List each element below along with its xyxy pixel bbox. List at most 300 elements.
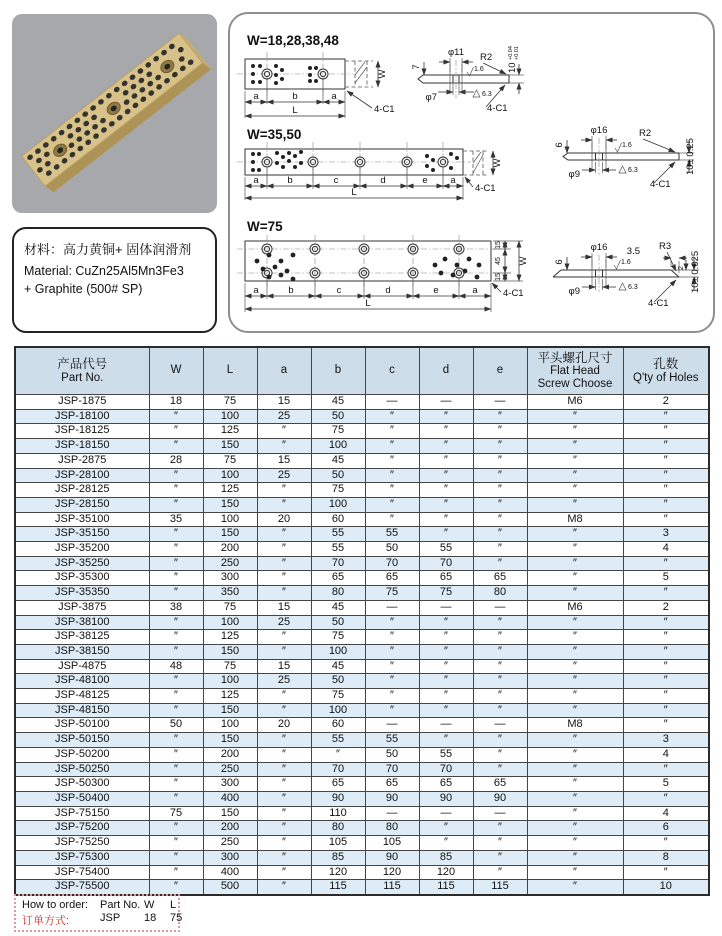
dim-label-W: W (492, 158, 503, 168)
table-cell: 85 (311, 850, 365, 865)
radius-label: R2 (639, 128, 652, 139)
col-header-c: c (365, 347, 419, 395)
table-row (15, 483, 709, 498)
table-cell: 150 (203, 439, 257, 454)
table-cell: ″ (527, 571, 623, 586)
table-row (15, 806, 709, 821)
table-cell: 150 (203, 497, 257, 512)
table-cell: 45 (311, 600, 365, 615)
table-cell: ″ (527, 644, 623, 659)
drawing1-title: W=18,28,38,48 (247, 33, 339, 48)
table-cell: 50 (311, 674, 365, 689)
table-row (15, 542, 709, 557)
table-cell: 65 (365, 571, 419, 586)
table-cell: ″ (473, 453, 527, 468)
roughness-top: 1.6 (474, 66, 484, 73)
table-cell: 55 (365, 733, 419, 748)
material-line-en2: + Graphite (500# SP) (24, 282, 143, 297)
chamfer-label-section: 4-C1 (487, 103, 508, 114)
table-cell: ″ (257, 497, 311, 512)
table-cell: 90 (365, 791, 419, 806)
drawing-w18-48 (237, 33, 524, 118)
dia-label-top: φ11 (447, 47, 465, 58)
table-cell: M6 (527, 395, 623, 410)
table-cell: JSP-4875 (15, 659, 149, 674)
product-photo-render (12, 14, 217, 213)
table-cell: ″ (527, 880, 623, 895)
table-cell: 75 (203, 453, 257, 468)
table-cell: ″ (365, 497, 419, 512)
table-cell: ″ (257, 644, 311, 659)
table-cell: 115 (311, 880, 365, 895)
table-cell: 80 (311, 586, 365, 601)
table-cell: ″ (473, 836, 527, 851)
table-cell: 20 (257, 512, 311, 527)
table-cell: ″ (257, 880, 311, 895)
table-cell: 55 (311, 733, 365, 748)
table-cell: ″ (365, 483, 419, 498)
table-cell: ″ (473, 644, 527, 659)
table-cell: — (473, 600, 527, 615)
table-cell: ″ (473, 762, 527, 777)
table-cell: ″ (365, 615, 419, 630)
drawing3-plan (237, 235, 529, 312)
table-cell: ″ (257, 850, 311, 865)
table-row (15, 630, 709, 645)
table-cell: JSP-35350 (15, 586, 149, 601)
table-cell: 28 (149, 453, 203, 468)
table-cell: JSP-75300 (15, 850, 149, 865)
col-header-d: d (419, 347, 473, 395)
table-cell: ″ (623, 512, 709, 527)
table-cell: 200 (203, 542, 257, 557)
table-cell: 60 (311, 512, 365, 527)
table-cell: JSP-2875 (15, 453, 149, 468)
table-row (15, 747, 709, 762)
table-cell: 15 (257, 659, 311, 674)
dia-label-bottom: φ9 (568, 169, 580, 180)
table-cell: ″ (365, 439, 419, 454)
thickness-label: 10 (507, 62, 518, 73)
table-cell: ″ (149, 586, 203, 601)
table-cell: 200 (203, 747, 257, 762)
table-cell: ″ (527, 630, 623, 645)
table-cell: ″ (149, 733, 203, 748)
table-cell: 5 (623, 777, 709, 792)
table-cell: ″ (623, 762, 709, 777)
table-cell: ″ (527, 689, 623, 704)
table-cell: 75 (203, 659, 257, 674)
table-row (15, 733, 709, 748)
dim-label-b: b (287, 175, 293, 186)
dim-label-W: W (518, 256, 529, 266)
table-cell: ″ (623, 424, 709, 439)
table-cell: 80 (365, 821, 419, 836)
table-cell: ″ (623, 409, 709, 424)
table-cell: ″ (623, 674, 709, 689)
table-cell: — (419, 600, 473, 615)
table-cell: ″ (473, 483, 527, 498)
table-cell: 75 (365, 586, 419, 601)
radius-label: R3 (659, 241, 672, 252)
dim-label-c: c (336, 285, 342, 296)
table-cell: ″ (623, 497, 709, 512)
table-cell: — (365, 806, 419, 821)
table-row (15, 527, 709, 542)
table-cell: JSP-75250 (15, 836, 149, 851)
table-cell: ″ (527, 586, 623, 601)
table-cell: ″ (365, 409, 419, 424)
table-cell: JSP-50150 (15, 733, 149, 748)
table-cell: ″ (257, 483, 311, 498)
col-header-l: L (203, 347, 257, 395)
table-cell: ″ (527, 439, 623, 454)
table-cell: 2 (623, 600, 709, 615)
chamfer-35-label: 3.5 (626, 246, 640, 257)
table-cell: ″ (473, 439, 527, 454)
table-cell: ″ (623, 718, 709, 733)
dim-label-d: d (380, 175, 386, 186)
dim-label-c: c (333, 175, 339, 186)
table-cell: JSP-35300 (15, 571, 149, 586)
table-cell: — (473, 718, 527, 733)
col-header-e: e (473, 347, 527, 395)
table-cell: ″ (527, 777, 623, 792)
table-cell: ″ (623, 630, 709, 645)
table-cell: 65 (365, 777, 419, 792)
table-cell: JSP-50100 (15, 718, 149, 733)
table-cell: JSP-18100 (15, 409, 149, 424)
table-cell: ″ (527, 497, 623, 512)
table-cell: ″ (473, 409, 527, 424)
dim-label-6: 6 (554, 259, 565, 265)
table-cell: ″ (257, 791, 311, 806)
table-cell: 70 (365, 762, 419, 777)
table-cell: 35 (149, 512, 203, 527)
table-cell: ″ (527, 762, 623, 777)
table-cell: 250 (203, 762, 257, 777)
table-cell: 75 (311, 424, 365, 439)
table-row (15, 689, 709, 704)
dia-label-bottom: φ9 (568, 286, 580, 297)
table-cell: 50 (311, 409, 365, 424)
table-cell: 70 (365, 556, 419, 571)
table-cell: ″ (473, 850, 527, 865)
table-cell: 55 (419, 542, 473, 557)
table-cell: ″ (527, 850, 623, 865)
table-cell: ″ (473, 512, 527, 527)
table-cell: ″ (257, 689, 311, 704)
table-cell: — (419, 718, 473, 733)
table-cell: ″ (149, 615, 203, 630)
table-row (15, 395, 709, 410)
table-cell: ″ (623, 791, 709, 806)
roughness-bottom: 6.3 (482, 91, 492, 98)
dim-label-a1: a (253, 91, 259, 102)
table-cell: ″ (623, 556, 709, 571)
order-line2-part: JSP (100, 911, 121, 924)
table-cell: ″ (527, 806, 623, 821)
col-header-a: a (257, 347, 311, 395)
table-cell: ″ (419, 689, 473, 704)
table-cell: ″ (623, 865, 709, 880)
table-cell: JSP-75150 (15, 806, 149, 821)
table-cell: 65 (419, 777, 473, 792)
table-cell: ″ (149, 821, 203, 836)
chamfer-label-plan: 4-C1 (374, 104, 395, 115)
table-cell: 3 (623, 733, 709, 748)
table-cell: 100 (311, 497, 365, 512)
table-cell: ″ (473, 821, 527, 836)
table-cell: ″ (257, 703, 311, 718)
table-cell: ″ (257, 527, 311, 542)
table-cell: JSP-48100 (15, 674, 149, 689)
table-cell: ″ (419, 453, 473, 468)
table-cell: JSP-28150 (15, 497, 149, 512)
table-cell: JSP-38125 (15, 630, 149, 645)
table-row (15, 468, 709, 483)
table-cell: — (419, 806, 473, 821)
table-cell: 400 (203, 791, 257, 806)
table-cell: 75 (203, 395, 257, 410)
table-cell: 300 (203, 777, 257, 792)
table-cell: 70 (311, 762, 365, 777)
table-cell: — (365, 600, 419, 615)
table-cell: 400 (203, 865, 257, 880)
table-cell: JSP-35250 (15, 556, 149, 571)
table-cell: ″ (419, 483, 473, 498)
table-cell: ″ (149, 556, 203, 571)
table-cell: 25 (257, 468, 311, 483)
table-cell: ″ (527, 468, 623, 483)
table-row (15, 424, 709, 439)
table-cell: ″ (623, 468, 709, 483)
table-row (15, 453, 709, 468)
table-cell: 45 (311, 659, 365, 674)
drawing2-title: W=35,50 (247, 127, 302, 142)
table-cell: ″ (149, 542, 203, 557)
table-cell: 100 (203, 409, 257, 424)
drawing2-section (554, 125, 696, 190)
order-col-w: W (144, 898, 155, 911)
table-cell: 15 (257, 453, 311, 468)
table-cell: ″ (527, 703, 623, 718)
table-cell: ″ (365, 468, 419, 483)
table-cell: ″ (527, 865, 623, 880)
table-cell: 48 (149, 659, 203, 674)
dim-label-15-bottom: 15 (495, 273, 502, 281)
table-cell: ″ (473, 424, 527, 439)
table-cell: JSP-35150 (15, 527, 149, 542)
table-cell: ″ (257, 586, 311, 601)
table-cell: JSP-50400 (15, 791, 149, 806)
table-cell: 90 (311, 791, 365, 806)
table-cell: 75 (311, 630, 365, 645)
table-row (15, 703, 709, 718)
drawing1-plan (237, 52, 395, 118)
dia-label-bottom: φ7 (425, 92, 437, 103)
chamfer-label-plan: 4-C1 (475, 183, 496, 194)
table-cell: 45 (311, 453, 365, 468)
dim-label-d: d (385, 285, 391, 296)
table-cell: ″ (419, 733, 473, 748)
drawing3-section (553, 241, 701, 309)
col-header-holes-zh: 孔数 (653, 357, 679, 372)
table-cell: ″ (257, 630, 311, 645)
table-cell: ″ (149, 791, 203, 806)
table-cell: ″ (527, 674, 623, 689)
order-col-l: L (170, 898, 177, 911)
dim-label-L: L (292, 105, 298, 116)
table-cell: ″ (365, 512, 419, 527)
dim-label-a1: a (253, 175, 259, 186)
material-line-zh: 材料：高力黄铜+ 固体润滑剂 (24, 242, 192, 257)
dim-label-a2: a (472, 285, 478, 296)
table-cell: 100 (203, 615, 257, 630)
table-cell: ″ (473, 733, 527, 748)
dim-label-e: e (422, 175, 428, 186)
table-cell: 150 (203, 703, 257, 718)
table-cell: ″ (623, 689, 709, 704)
spec-table (14, 346, 710, 896)
table-row (15, 512, 709, 527)
table-cell: 65 (473, 777, 527, 792)
dim-label-e: e (433, 285, 439, 296)
table-cell: ″ (149, 439, 203, 454)
table-cell: 75 (419, 586, 473, 601)
table-cell: 115 (473, 880, 527, 895)
table-cell: ″ (623, 615, 709, 630)
table-cell: ″ (527, 821, 623, 836)
table-cell: ″ (365, 424, 419, 439)
drawing-w35-50 (237, 125, 696, 200)
table-row (15, 439, 709, 454)
table-cell: 90 (473, 791, 527, 806)
table-cell: ″ (527, 836, 623, 851)
table-cell: 25 (257, 409, 311, 424)
table-cell: ″ (419, 821, 473, 836)
table-cell: 50 (365, 747, 419, 762)
table-cell: 70 (311, 556, 365, 571)
thickness-label: 10± 0.25 (685, 138, 696, 175)
table-cell: ″ (527, 747, 623, 762)
table-cell: 100 (311, 439, 365, 454)
table-cell: ″ (257, 747, 311, 762)
table-row (15, 659, 709, 674)
dim-label-a2: a (450, 175, 456, 186)
table-cell: JSP-18150 (15, 439, 149, 454)
table-cell: 38 (149, 600, 203, 615)
table-cell: 55 (311, 527, 365, 542)
dim-label-b: b (288, 285, 294, 296)
table-cell: ″ (419, 439, 473, 454)
table-cell: ″ (365, 630, 419, 645)
table-cell: ″ (419, 527, 473, 542)
table-cell: 55 (419, 747, 473, 762)
order-line1-label: How to order: (22, 898, 89, 911)
table-cell: 100 (203, 512, 257, 527)
roughness-top: 1.6 (621, 259, 631, 266)
table-cell: 105 (365, 836, 419, 851)
table-cell: ″ (473, 497, 527, 512)
table-cell: ″ (149, 571, 203, 586)
table-cell: 150 (203, 806, 257, 821)
product-photo (12, 14, 217, 213)
table-cell: ″ (149, 880, 203, 895)
table-cell: ″ (149, 777, 203, 792)
table-row (15, 836, 709, 851)
dia-label-top: φ16 (590, 125, 608, 136)
table-row (15, 777, 709, 792)
col-header-screw-en1: Flat Head (550, 364, 600, 377)
table-cell: ″ (149, 468, 203, 483)
table-cell: ″ (623, 586, 709, 601)
table-cell: ″ (473, 527, 527, 542)
table-cell: 50 (311, 468, 365, 483)
table-cell: ″ (419, 497, 473, 512)
table-cell: ″ (527, 483, 623, 498)
table-cell: ″ (419, 468, 473, 483)
table-cell: JSP-3875 (15, 600, 149, 615)
table-cell: JSP-38150 (15, 644, 149, 659)
table-cell: 60 (311, 718, 365, 733)
table-cell: — (473, 806, 527, 821)
table-cell: ″ (419, 615, 473, 630)
table-cell: 75 (149, 806, 203, 821)
table-cell: ″ (149, 644, 203, 659)
table-cell: ″ (257, 777, 311, 792)
table-cell: ″ (419, 409, 473, 424)
table-cell: ″ (527, 527, 623, 542)
dim-label-b: b (292, 91, 298, 102)
chamfer-label-plan: 4-C1 (503, 288, 524, 299)
dim-label-a1: a (253, 285, 259, 296)
table-cell: 85 (419, 850, 473, 865)
table-cell: ″ (257, 865, 311, 880)
table-cell: ″ (623, 659, 709, 674)
table-cell: ″ (473, 865, 527, 880)
table-cell: ″ (419, 703, 473, 718)
table-cell: 120 (419, 865, 473, 880)
chamfer-label-section: 4-C1 (650, 179, 671, 190)
table-cell: ″ (149, 409, 203, 424)
table-cell: ″ (365, 674, 419, 689)
table-cell: ″ (473, 747, 527, 762)
table-row (15, 880, 709, 895)
table-cell: ″ (257, 836, 311, 851)
table-cell: 120 (311, 865, 365, 880)
table-cell: 100 (203, 674, 257, 689)
table-cell: JSP-75400 (15, 865, 149, 880)
table-cell: JSP-35200 (15, 542, 149, 557)
table-cell: 125 (203, 630, 257, 645)
table-cell: 80 (473, 586, 527, 601)
technical-drawings (231, 15, 714, 332)
dia-label-top: φ16 (590, 242, 608, 253)
table-cell: 2 (623, 395, 709, 410)
table-cell: 70 (419, 556, 473, 571)
edge-2-label: 2 (678, 266, 685, 270)
table-cell: 120 (365, 865, 419, 880)
table-row (15, 497, 709, 512)
table-cell: ″ (257, 556, 311, 571)
table-cell: ″ (473, 659, 527, 674)
table-cell: — (365, 395, 419, 410)
table-cell: 50 (365, 542, 419, 557)
table-cell: ″ (419, 512, 473, 527)
table-cell: 105 (311, 836, 365, 851)
table-cell: ″ (527, 453, 623, 468)
